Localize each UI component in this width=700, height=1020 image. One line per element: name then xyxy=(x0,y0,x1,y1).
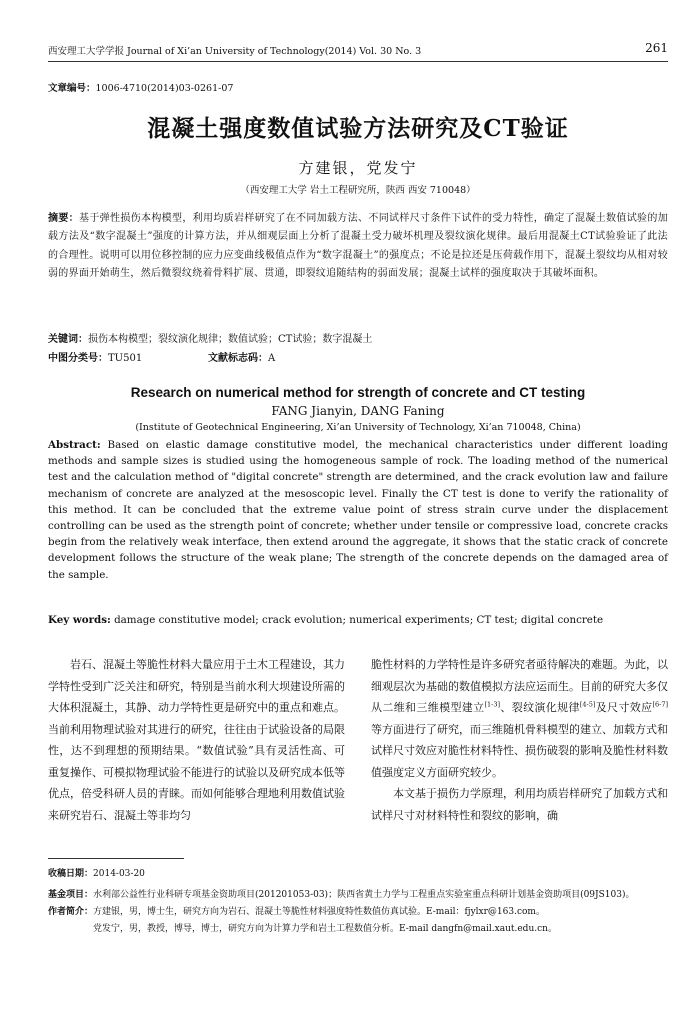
received-value: 2014-03-20 xyxy=(93,869,145,879)
abstract-en-text: Based on elastic damage constitutive model, the mechanical characteristics under different loading methods and sample sizes is studied using the homogeneous sample of rock. The loading method of the numerical test and the calculation method of "digital concrete" strength are determined, and the crack evolution law and failure mechanism of concrete are analyzed at the mesoscopic level. Finally the CT test is done to verify the rationality of this method. It can be concluded that the extreme value point of stress strain curve under the displacement controlling can be used as the strength point of concrete; whether under tensile or compressive load, concrete cracks begin from the relatively weak interface, then extend around the aggregate, it shows that the static crack of concrete development follows the structure of the weak plane; The strength of the concrete depends on the damaged area of the sample. xyxy=(48,439,669,581)
abstract-en-label: Abstract: xyxy=(48,439,101,451)
keywords-zh-text: 损伤本构模型；裂纹演化规律；数值试验；CT试验；数字混凝土 xyxy=(88,334,373,345)
title-zh: 混凝土强度数值试验方法研究及CT验证 xyxy=(147,115,569,142)
body-column-left xyxy=(48,654,345,826)
abstract-zh xyxy=(48,210,668,283)
keywords-zh-label: 关键词： xyxy=(48,334,88,345)
keywords-en xyxy=(48,612,668,629)
authors-en: FANG Jianyin, DANG Faning xyxy=(271,404,445,418)
footnotes xyxy=(48,866,668,938)
received-label: 收稿日期： xyxy=(48,869,94,879)
author-bio: 党发宁，男，教授，博导，博士，研究方向为计算力学和岩土工程数值分析。E-mail dangfn@mail.xaut.edu.cn。 xyxy=(93,924,557,934)
author-bio: 方建银，男，博士生，研究方向为岩石、混凝土等脆性材料强度特性数值仿真试验。E-mail：fjylxr@163.com。 xyxy=(93,907,545,917)
body-text: 脆性材料的力学特性是许多研究者亟待解决的难题。为此，以细观层次为基础的数值模拟方法应运而生。目前的研究大多仅从二维和三维模型建立 xyxy=(371,658,668,714)
keywords-en-text: damage constitutive model; crack evolution; numerical experiments; CT test; digital concrete xyxy=(114,614,604,626)
author-info-text xyxy=(93,904,668,938)
title-en: Research on numerical method for strength of concrete and CT testing xyxy=(130,385,586,400)
body-column-right xyxy=(371,654,668,826)
clc-label: 中图分类号： xyxy=(48,353,108,364)
page-number: 261 xyxy=(645,41,668,55)
fund-label: 基金项目： xyxy=(48,890,94,900)
document-code xyxy=(208,349,275,364)
affiliation-zh: （西安理工大学 岩土工程研究所，陕西 西安 710048） xyxy=(240,185,476,196)
body-text: 及尺寸效应 xyxy=(595,701,653,714)
clc-value: TU501 xyxy=(108,353,143,364)
article-number-label: 文章编号： xyxy=(48,83,96,94)
classification-row xyxy=(48,349,668,364)
footnote-divider xyxy=(48,858,184,859)
abstract-zh-label: 摘要： xyxy=(48,213,80,224)
keywords-en-label: Key words: xyxy=(48,614,111,626)
affiliation-en: (Institute of Geotechnical Engineering, Xi’an University of Technology, Xi’an 710048, China) xyxy=(135,422,581,433)
body-text: 、裂纹演化规律 xyxy=(500,701,580,714)
doc-code-value: A xyxy=(268,353,276,364)
body-paragraph: 岩石、混凝土等脆性材料大量应用于土木工程建设，其力学特性受到广泛关注和研究，特别是当前水利大坝建设所需的大体积混凝土，其静、动力学特性更是研究中的重点和难点。当前利用物理试验对其进行的研究，往往由于试验设备的局限性，达不到理想的预期结果。“数值试验”具有灵活性高、可重复操作、可模拟物理试验不能进行的试验以及研究成本低等优点，倍受科研人员的青睐。而如何能够合理地利用数值试验来研究岩石、混凝土等非均匀 xyxy=(48,658,345,822)
abstract-zh-text: 基于弹性损伤本构模型，利用均质岩样研究了在不同加载方法、不同试样尺寸条件下试件的受力特性，确定了混凝土数值试验的加载方法及“数字混凝土”强度的计算方法，并从细观层面上分析了混凝土受力破坏机理及裂纹演化规律。最后用混凝土CT试验验证了此法的合理性。说明可以用位移控制的应力应变曲线极值点作为“数字混凝土”的强度点；不论是拉还是压荷载作用下，混凝土裂纹均从相对较弱的界面开始萌生，然后微裂纹绕着骨料扩展、贯通，即裂纹追随结构的弱面发展；混凝土试样的强度取决于其破坏面积。 xyxy=(48,213,668,279)
authors-zh: 方建银，党发宁 xyxy=(298,159,418,177)
keywords-zh xyxy=(48,330,668,345)
author-info-label: 作者简介： xyxy=(48,907,94,917)
fund-info xyxy=(48,887,668,904)
journal-name: 西安理工大学学报 Journal of Xi’an University of Technology(2014) Vol. 30 No. 3 xyxy=(48,46,422,57)
article-number-value: 1006-4710(2014)03-0261-07 xyxy=(95,83,234,94)
citation: [1-3] xyxy=(484,700,501,709)
body-paragraph-continued xyxy=(371,654,668,783)
received-date xyxy=(48,866,668,883)
running-header xyxy=(48,40,668,62)
body-text: 等方面进行了研究，而三维随机骨料模型的建立、加载方式和试样尺寸效应对脆性材料特性、损伤破裂的影响及脆性材料数值强度定义方面研究较少。 xyxy=(371,722,668,779)
abstract-en xyxy=(48,437,668,583)
citation: [4-5] xyxy=(579,700,596,709)
article-number xyxy=(48,80,233,94)
body-paragraph: 本文基于损伤力学原理，利用均质岩样研究了加载方式和试样尺寸对材料特性和裂纹的影响，确 xyxy=(371,787,668,822)
fund-value: 水利部公益性行业科研专项基金资助项目(201201053-03)；陕西省黄土力学与工程重点实验室重点科研计划基金资助项目(09JS103)。 xyxy=(93,890,635,900)
author-info xyxy=(48,904,668,938)
citation: [6-7] xyxy=(652,700,669,709)
doc-code-label: 文献标志码： xyxy=(208,353,268,364)
